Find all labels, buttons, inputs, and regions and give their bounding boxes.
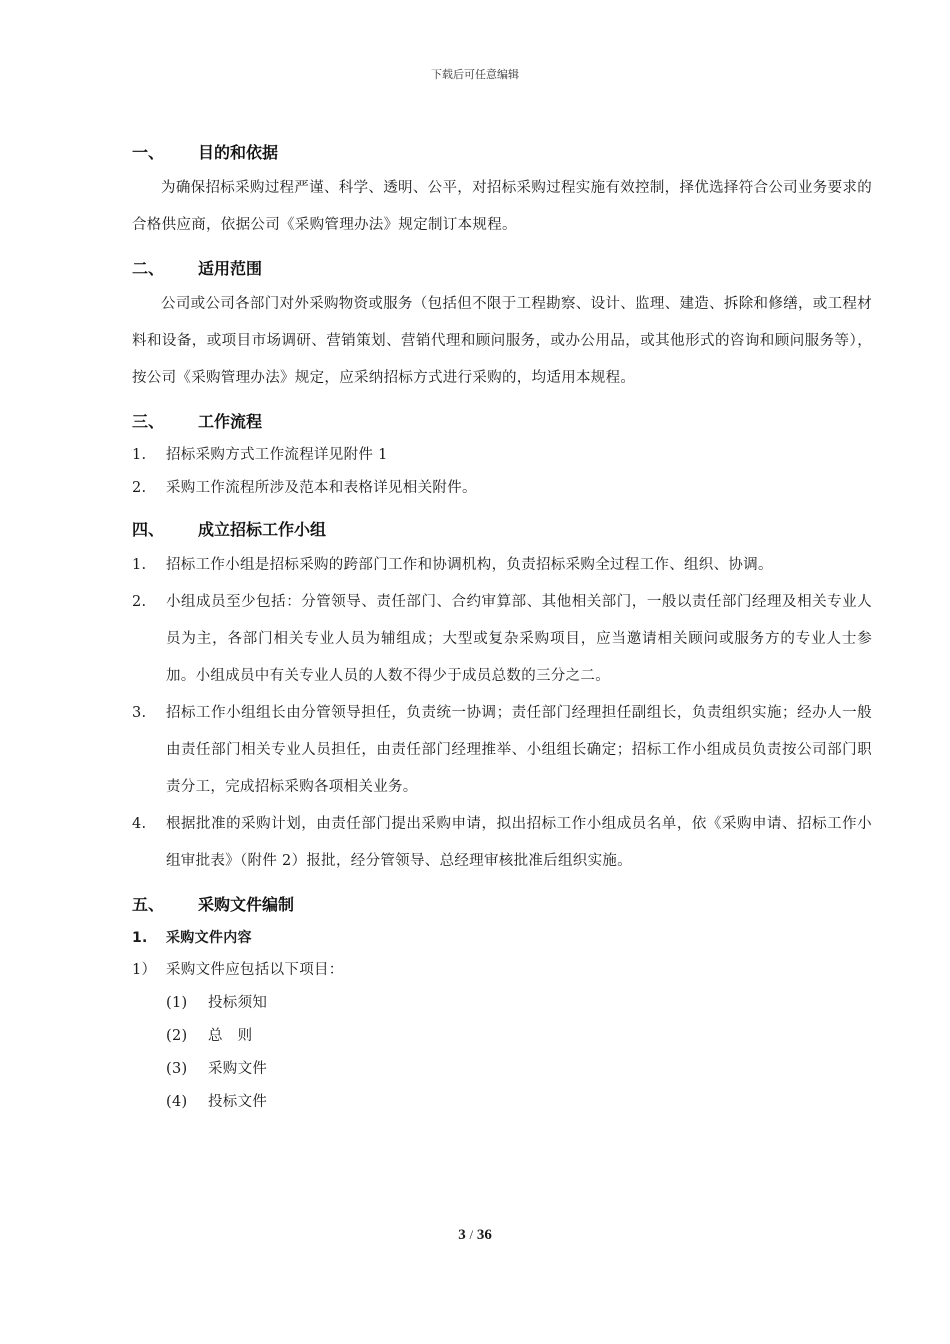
list-item-text: 小组成员至少包括：分管领导、责任部门、合约审算部、其他相关部门，一般以责任部门经理及相关专业人员为主，各部门相关专业人员为辅组成；大型或复杂采购项目，应当邀请相关顾问或服务方的专业人士参加。小组成员中有关专业人员的人数不得少于成员总数的三分之二。 — [166, 594, 872, 684]
document-body — [132, 140, 872, 1119]
section-paragraph: 公司或公司各部门对外采购物资或服务（包括但不限于工程勘察、设计、监理、建造、拆除和修缮，或工程材料和设备，或项目市场调研、营销策划、营销代理和顾问服务，或办公用品，或其他形式的咨询和顾问服务等），按公司《采购管理办法》规定，应采纳招标方式进行采购的，均适用本规程。 — [132, 296, 872, 386]
sub-list-item-text: 总 则 — [208, 1028, 253, 1044]
subsection-title: 采购文件内容 — [166, 930, 252, 946]
section-number: 五、 — [132, 895, 165, 914]
list-item — [132, 806, 872, 880]
list-item-number: 1. — [132, 447, 147, 463]
sub-list-item — [132, 987, 872, 1020]
page-separator: / — [469, 1227, 474, 1242]
list-item-number: 2. — [132, 480, 147, 496]
section-number: 二、 — [132, 259, 165, 278]
sub-list-item — [132, 1053, 872, 1086]
section-heading — [132, 140, 872, 170]
sub-list-item-number: (3) — [166, 1061, 188, 1077]
section-title: 采购文件编制 — [198, 895, 295, 914]
sub-list-item-text: 投标文件 — [208, 1094, 268, 1110]
sub-list-item-number: (4) — [166, 1094, 188, 1110]
list-item — [132, 584, 872, 695]
section-heading — [132, 409, 872, 439]
list-item-number: 2. — [132, 594, 147, 610]
sub-list-item — [132, 1086, 872, 1119]
sub-list-item-text: 采购文件 — [208, 1061, 268, 1077]
list-item-number: 4. — [132, 816, 147, 832]
list-item — [132, 439, 872, 472]
list-item — [132, 954, 872, 987]
sub-list-item — [132, 1020, 872, 1053]
section-title: 目的和依据 — [198, 143, 279, 162]
list-item-text: 采购工作流程所涉及范本和表格详见相关附件。 — [166, 480, 477, 496]
list-item — [132, 547, 872, 584]
list-item — [132, 695, 872, 806]
list-item-number: 3. — [132, 705, 147, 721]
section-number: 四、 — [132, 520, 165, 539]
header-note: 下载后可任意编辑 — [431, 68, 519, 81]
sub-list-item-text: 投标须知 — [208, 995, 268, 1011]
current-page: 3 — [458, 1227, 466, 1243]
list-item-text: 招标采购方式工作流程详见附件 1 — [166, 447, 388, 463]
section-title: 适用范围 — [198, 259, 263, 278]
list-item-number: 1. — [132, 557, 147, 573]
total-pages: 36 — [476, 1227, 492, 1243]
list-item-text: 招标工作小组组长由分管领导担任，负责统一协调；责任部门经理担任副组长，负责组织实施；经办人一般由责任部门相关专业人员担任，由责任部门经理推举、小组组长确定；招标工作小组成员负责按公司部门职责分工，完成招标采购各项相关业务。 — [166, 705, 872, 795]
list-item-text: 采购文件应包括以下项目： — [166, 962, 344, 978]
list-item-text: 根据批准的采购计划，由责任部门提出采购申请，拟出招标工作小组成员名单，依《采购申请、招标工作小组审批表》（附件 2）报批，经分管领导、总经理审核批准后组织实施。 — [166, 816, 872, 869]
section-number: 一、 — [132, 143, 165, 162]
section-heading — [132, 892, 872, 922]
section-number: 三、 — [132, 412, 165, 431]
page-number — [0, 1227, 950, 1244]
sub-list-item-number: (2) — [166, 1028, 188, 1044]
sub-list-item-number: (1) — [166, 995, 188, 1011]
list-item — [132, 472, 872, 505]
section-title: 工作流程 — [198, 412, 263, 431]
section-heading — [132, 256, 872, 286]
subsection-heading — [132, 922, 872, 954]
section-title: 成立招标工作小组 — [198, 520, 327, 539]
list-item-text: 招标工作小组是招标采购的跨部门工作和协调机构，负责招标采购全过程工作、组织、协调。 — [166, 557, 773, 573]
list-item-number: 1） — [132, 962, 157, 978]
subsection-number: 1. — [132, 930, 148, 946]
section-paragraph: 为确保招标采购过程严谨、科学、透明、公平，对招标采购过程实施有效控制，择优选择符合公司业务要求的合格供应商，依据公司《采购管理办法》规定制订本规程。 — [132, 180, 872, 233]
section-heading — [132, 517, 872, 547]
